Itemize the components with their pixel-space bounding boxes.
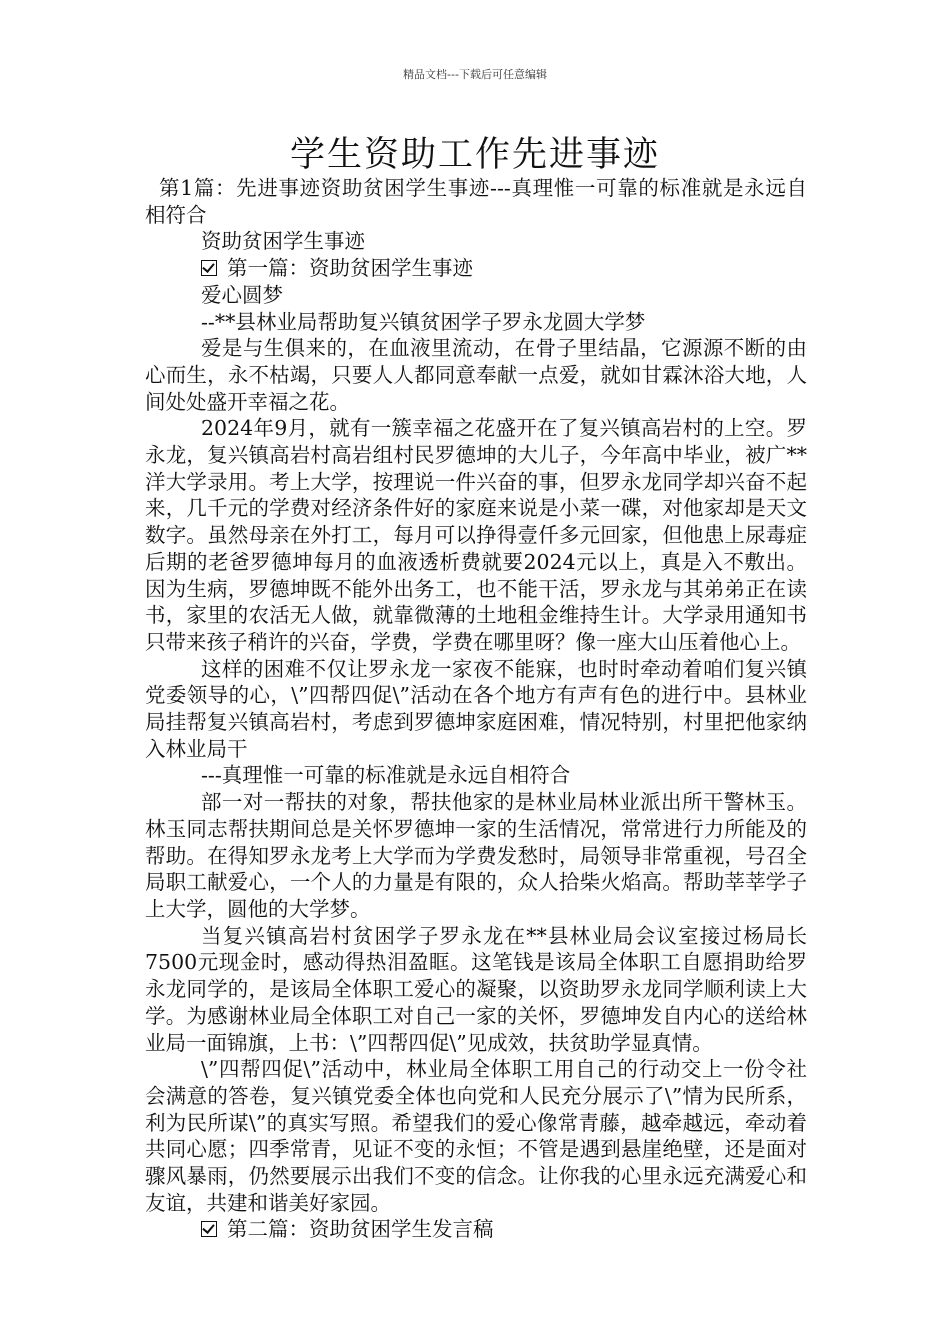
document-body (145, 175, 807, 1243)
header-note: 精品文档---下载后可任意编辑 (403, 68, 547, 81)
story-subtitle: --**县林业局帮助复兴镇贫困学子罗永龙圆大学梦 (201, 309, 646, 334)
checklist-item-2-label: 第二篇：资助贫困学生发言稿 (227, 1217, 494, 1242)
sub-heading: 资助贫困学生事迹 (201, 229, 365, 254)
paragraph-3: 这样的困难不仅让罗永龙一家夜不能寐，也时时牵动着咱们复兴镇党委领导的心，\”四帮四促\”活动在各个地方有声有色的进行中。县林业局挂帮复兴镇高岩村，考虑到罗德坤家庭困难，情况特别，村里把他家纳入林业局干 (145, 656, 807, 761)
paragraph-5: 部一对一帮扶的对象，帮扶他家的是林业局林业派出所干警林玉。林玉同志帮扶期间总是关怀罗德坤一家的生活情况，常常进行力所能及的帮助。在得知罗永龙考上大学而为学费发愁时，局领导非常重视，号召全局职工献爱心，一个人的力量是有限的，众人拾柴火焰高。帮助莘莘学子上大学，圆他的大学梦。 (145, 790, 807, 921)
checklist-item-2 (145, 1216, 807, 1243)
checklist-item-1-label: 第一篇：资助贫困学生事迹 (227, 256, 473, 281)
paragraph-6: 当复兴镇高岩村贫困学子罗永龙在**县林业局会议室接过杨局长7500元现金时，感动得热泪盈眶。这笔钱是该局全体职工自愿捐助给罗永龙同学的，是该局全体职工爱心的凝聚，以资助罗永龙同学顺利读上大学。为感谢林业局全体职工对自己一家的关怀，罗德坤发自内心的送给林业局一面锦旗，上书：\”四帮四促\”见成效，扶贫助学显真情。 (145, 923, 807, 1055)
checked-box-icon (201, 1221, 217, 1237)
paragraph-1: 爱是与生俱来的，在血液里流动，在骨子里结晶，它源源不断的由心而生，永不枯竭，只要人人都同意奉献一点爱，就如甘霖沐浴大地，人间处处盛开幸福之花。 (145, 336, 807, 414)
paragraph-7: \”四帮四促\”活动中，林业局全体职工用自己的行动交上一份令社会满意的答卷，复兴镇党委全体也向党和人民充分展示了\”情为民所系，利为民所谋\”的真实写照。希望我们的爱心像常青藤，越牵越远，牵动着共同心愿；四季常青，见证不变的永恒；不管是遇到悬崖绝壁，还是面对骤风暴雨，仍然要展示出我们不变的信念。让你我的心里永远充满爱心和友谊，共建和谐美好家园。 (145, 1057, 807, 1215)
paragraph-2: 2024年9月，就有一簇幸福之花盛开在了复兴镇高岩村的上空。罗永龙，复兴镇高岩村高岩组村民罗德坤的大儿子，今年高中毕业，被广**洋大学录用。考上大学，按理说一件兴奋的事，但罗永龙同学却兴奋不起来，几千元的学费对经济条件好的家庭来说是小菜一碟，对他家却是天文数字。虽然母亲在外打工，每月可以挣得壹仟多元回家，但他患上尿毒症后期的老爸罗德坤每月的血液透析费就要2024元以上，真是入不敷出。因为生病，罗德坤既不能外出务工，也不能干活，罗永龙与其弟弟正在读书，家里的农活无人做，就靠微薄的土地租金维持生计。大学录用通知书只带来孩子稍许的兴奋，学费，学费在哪里呀？像一座大山压着他心上。 (145, 416, 807, 654)
document-title: 学生资助工作先进事迹 (289, 135, 660, 175)
checklist-item-1 (145, 255, 807, 282)
story-title: 爱心圆梦 (201, 282, 283, 307)
paragraph-4: ---真理惟一可靠的标准就是永远自相符合 (201, 763, 571, 788)
checked-box-icon (201, 260, 217, 276)
section-heading: 第1篇：先进事迹资助贫困学生事迹---真理惟一可靠的标准就是永远自相符合 (145, 176, 807, 227)
